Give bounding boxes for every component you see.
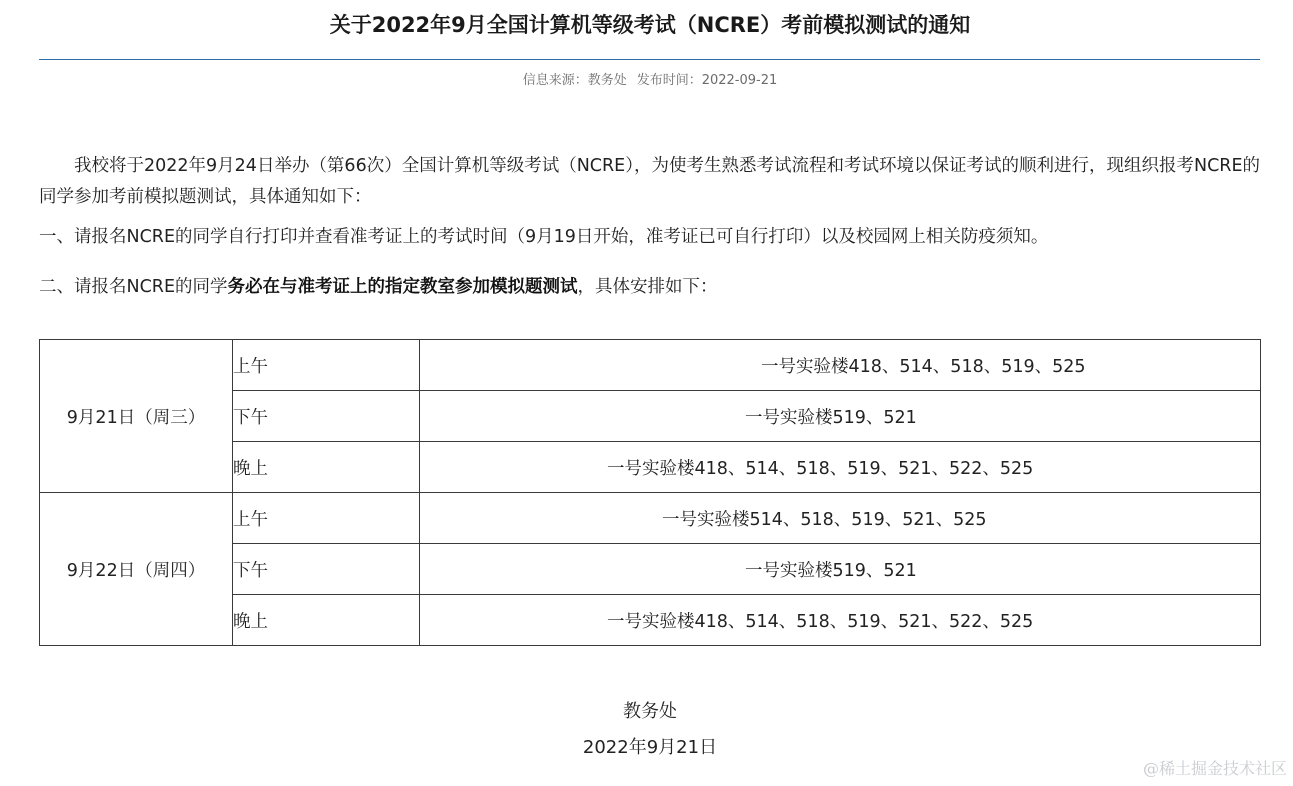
time-slot-cell: 上午 <box>233 340 420 391</box>
publish-time: 发布时间：2022-09-21 <box>636 73 778 88</box>
item-two-prefix: 二、请报名NCRE的同学 <box>39 277 228 297</box>
schedule-table <box>39 339 1261 646</box>
item-two-paragraph <box>39 272 1264 303</box>
title-divider <box>39 59 1260 60</box>
rooms-text: 一号实验楼418、514、518、519、521、522、525 <box>607 458 1034 479</box>
rooms-text: 一号实验楼514、518、519、521、525 <box>662 509 987 530</box>
rooms-cell <box>420 340 1261 391</box>
item-two-suffix: ，具体安排如下： <box>577 277 718 297</box>
time-slot-cell: 下午 <box>233 544 420 595</box>
rooms-cell <box>420 442 1261 493</box>
time-slot-cell: 晚上 <box>233 595 420 646</box>
signature-office: 教务处 <box>623 701 677 722</box>
watermark: @稀土掘金技术社区 <box>1142 759 1287 778</box>
rooms-cell <box>420 544 1261 595</box>
notice-title: 关于2022年9月全国计算机等级考试（NCRE）考前模拟测试的通知 <box>329 13 971 37</box>
date-cell: 9月21日（周三） <box>40 340 233 493</box>
rooms-text: 一号实验楼418、514、518、519、521、522、525 <box>607 611 1034 632</box>
rooms-cell <box>420 595 1261 646</box>
signature-date: 2022年9月21日 <box>582 737 718 758</box>
rooms-text: 一号实验楼519、521 <box>745 560 917 581</box>
date-cell: 9月22日（周四） <box>40 493 233 646</box>
table-row <box>40 340 1261 391</box>
intro-paragraph: 我校将于2022年9月24日举办（第66次）全国计算机等级考试（NCRE），为使考生熟悉考试流程和考试环境以保证考试的顺利进行，现组织报考NCRE的同学参加考前模拟题测试，具体通知如下： <box>39 156 1261 207</box>
table-row <box>40 493 1261 544</box>
time-slot-cell: 晚上 <box>233 442 420 493</box>
rooms-cell <box>420 493 1261 544</box>
time-slot-cell: 下午 <box>233 391 420 442</box>
rooms-text: 一号实验楼418、514、518、519、525 <box>761 356 1086 377</box>
info-source: 信息来源：教务处 <box>522 73 627 88</box>
item-two-emphasis: 务必在与准考证上的指定教室参加模拟题测试 <box>227 277 578 297</box>
notice-meta <box>0 71 1293 91</box>
rooms-text: 一号实验楼519、521 <box>745 407 917 428</box>
rooms-cell <box>420 391 1261 442</box>
time-slot-cell: 上午 <box>233 493 420 544</box>
item-one-paragraph: 一、请报名NCRE的同学自行打印并查看准考证上的考试时间（9月19日开始，准考证已可自行打印）以及校园网上相关防疫须知。 <box>39 227 1049 247</box>
